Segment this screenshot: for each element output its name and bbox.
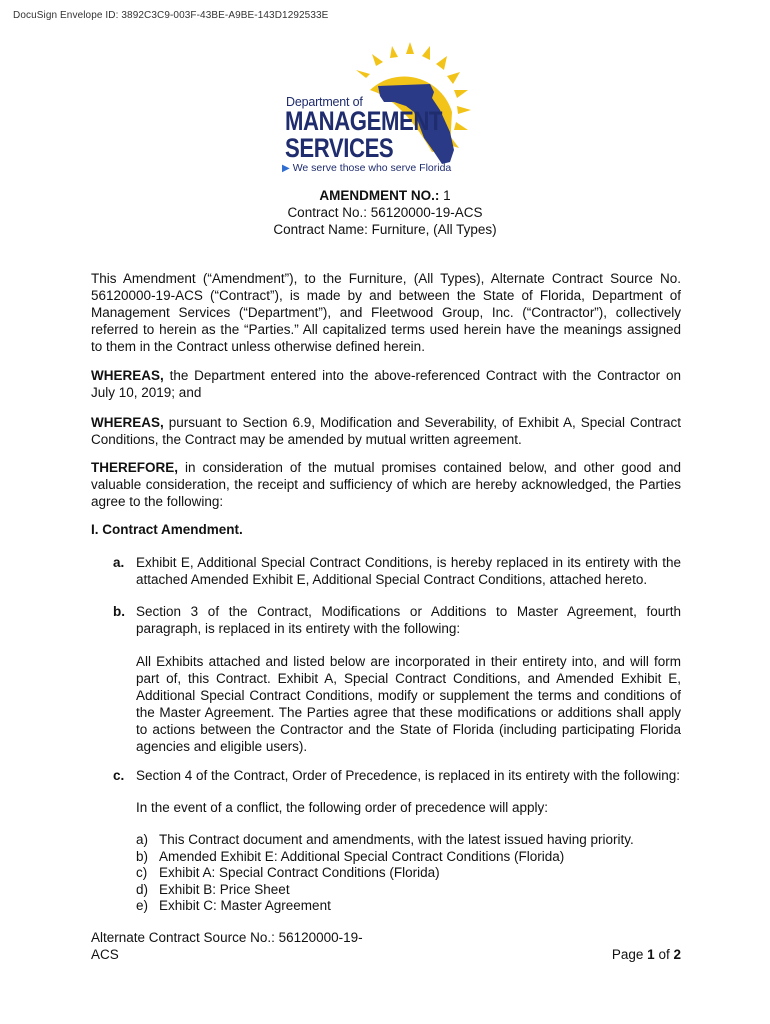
dms-logo: [282, 40, 492, 180]
page-total: 2: [673, 947, 681, 962]
whereas-lead-1: WHEREAS,: [91, 368, 164, 383]
page-number: [612, 946, 681, 963]
list-item-label: a): [136, 832, 149, 847]
item-a: [113, 554, 681, 588]
list-item-label: d): [136, 881, 149, 897]
item-b-text: Section 3 of the Contract, Modifications or Additions to Master Agreement, fourth paragraph, is replaced in its entirety with the following:: [136, 604, 681, 636]
document-header: [0, 187, 770, 238]
page-of-word: of: [658, 947, 670, 962]
item-a-text: Exhibit E, Additional Special Contract Conditions, is hereby replaced in its entirety with the attached Amended Exhibit E, Additional Special Contract Conditions, attached hereto.: [136, 555, 681, 587]
footer-acs-number: [91, 929, 391, 963]
contract-number: Contract No.: 56120000-19-ACS: [287, 205, 483, 220]
page-word: Page: [611, 947, 644, 962]
list-item-label: b): [136, 848, 149, 864]
logo-dept-line: Department of: [286, 95, 363, 109]
list-item-text: Amended Exhibit E: Additional Special Contract Conditions (Florida): [159, 848, 565, 864]
amendment-label: AMENDMENT NO.:: [319, 188, 440, 203]
therefore-text: in consideration of the mutual promises contained below, and other good and valuable consideration, the receipt and sufficiency of which are hereby acknowledged, the Parties agree to the following:: [91, 460, 681, 509]
whereas-text-2: pursuant to Section 6.9, Modification and Severability, of Exhibit A, Special Contract Conditions, the Contract may be amended by mutual written agreement.: [91, 415, 681, 447]
logo-tagline-text: We serve those who serve Florida: [292, 162, 452, 174]
item-b-quote: All Exhibits attached and listed below are incorporated in their entirety into, and will form part of, this Contract. Exhibit A, Special Contract Conditions, and Amended Exhibit E, Additional Special Contract Conditions, modify or supplement the terms and conditions of the Master Agreement. The Parties agree that these modifications or additions shall apply to actions between the Contractor and the State of Florida (including participating Florida agencies and eligible users).: [136, 654, 681, 754]
list-item: [136, 865, 634, 882]
amendment-number-line: [0, 187, 770, 204]
footer-acs-line-1: Alternate Contract Source No.: 56120000-19-: [91, 930, 363, 945]
list-item-label: e): [136, 898, 149, 913]
list-item: [136, 898, 634, 915]
item-c-intro: In the event of a conflict, the following order of precedence will apply:: [136, 800, 548, 815]
whereas-text-1: the Department entered into the above-referenced Contract with the Contractor on July 10, 2019; and: [91, 368, 681, 400]
precedence-list: [136, 832, 634, 915]
item-c-letter: c.: [113, 768, 125, 783]
item-c-text: Section 4 of the Contract, Order of Precedence, is replaced in its entirety with the following:: [136, 768, 681, 783]
page-current: 1: [647, 947, 655, 962]
whereas-paragraph-2: [91, 414, 681, 448]
logo-tagline: [282, 162, 451, 174]
whereas-paragraph-1: [91, 367, 681, 401]
list-item: [136, 849, 634, 866]
list-item-text: Exhibit B: Price Sheet: [159, 881, 290, 897]
list-item: [136, 832, 634, 849]
item-b: [113, 603, 681, 637]
amendment-number: 1: [443, 188, 451, 203]
logo-management: MANAGEMENT: [285, 106, 443, 136]
therefore-paragraph: [91, 459, 681, 510]
item-b-letter: b.: [113, 604, 125, 619]
therefore-lead: THEREFORE,: [91, 460, 179, 475]
list-item-label: c): [136, 865, 148, 880]
play-triangle-icon: ▶: [282, 163, 290, 174]
item-c: [113, 767, 681, 784]
logo-services: SERVICES: [285, 133, 394, 163]
section-heading: I. Contract Amendment.: [91, 522, 243, 537]
list-item: [136, 882, 634, 899]
whereas-lead-2: WHEREAS,: [91, 415, 164, 430]
footer-acs-line-2: ACS: [91, 947, 119, 962]
list-item-text: This Contract document and amendments, with the latest issued having priority.: [159, 832, 634, 847]
docusign-envelope-id: DocuSign Envelope ID: 3892C3C9-003F-43BE-A9BE-143D1292533E: [13, 10, 329, 21]
list-item-text: Exhibit C: Master Agreement: [159, 898, 331, 913]
item-a-letter: a.: [113, 555, 125, 570]
intro-paragraph: This Amendment (“Amendment”), to the Furniture, (All Types), Alternate Contract Source No. 56120000-19-ACS (“Contract”), is made by and between the State of Florida, Department of Management Services (“Department”), and Fleetwood Group, Inc. (“Contractor”), collectively referred to herein as the “Parties.” All capitalized terms used herein have the meanings assigned to them in the Contract unless otherwise defined herein.: [91, 271, 681, 354]
contract-name: Contract Name: Furniture, (All Types): [273, 222, 497, 237]
list-item-text: Exhibit A: Special Contract Conditions (Florida): [159, 865, 440, 880]
